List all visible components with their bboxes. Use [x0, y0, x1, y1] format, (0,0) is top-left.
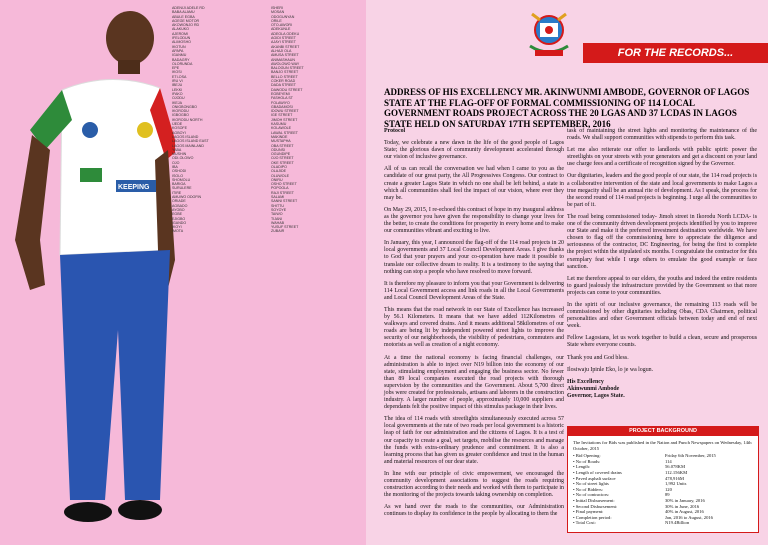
road-list-item: OSHO STREET: [271, 182, 297, 187]
road-list-item: ANIMASHAUN: [271, 57, 295, 62]
headline: ADDRESS OF HIS EXCELLENCY MR. AKINWUNMI AMBODE, GOVERNOR OF LAGOS STATE AT THE FLAG-OFF OF FORMAL COMMISSIONING OF 114 LOCAL GOVERNMENT ROADS PROJECT ACROSS THE 20 LGAS AND 37 LCDAS IN LAGOS STATE HELD ON SATURDAY 17TH SEPTEMBER, 2016: [384, 87, 750, 129]
paragraph: As we hand over the roads to the communities, our Administration continues to display its confidence in the people by allocating to them the: [384, 504, 564, 518]
road-list-item: KOSOFE: [172, 126, 187, 131]
project-row-label: • No of street lights: [573, 481, 609, 487]
project-row-value: 478,916M: [665, 475, 685, 481]
road-list-item: GBADAMOSI: [271, 104, 293, 109]
road-list-item: IDOWU STREET: [271, 109, 299, 114]
road-list-item: DAWODU STREET: [271, 87, 303, 92]
road-list-item: COKER ROAD: [271, 79, 296, 84]
road-list-item: IKORODU: [172, 109, 189, 114]
road-list-item: SHITTU: [271, 203, 284, 208]
road-list-item: AGIDI STREET: [271, 36, 296, 41]
road-list-item: ALAKUKO: [172, 27, 189, 32]
road-list-item: OLADIPO: [271, 164, 287, 169]
road-list-item: ORIADE: [172, 199, 186, 204]
road-list-item: LAWAL STREET: [271, 130, 298, 135]
signature-line: Akinwunmi Ambode: [567, 385, 620, 392]
road-list-item: FASHOLA ST: [271, 96, 293, 101]
project-background-title: PROJECT BACKGROUND: [568, 427, 758, 436]
road-list-item: SANNI STREET: [271, 199, 298, 204]
project-row-value: N19.4Billion: [665, 520, 690, 526]
road-list-item: OKE STREET: [271, 160, 294, 165]
road-list-item: ODUNSI: [271, 147, 285, 152]
road-list-item: WAHAB: [271, 220, 285, 225]
road-list-item: AJAYI STREET: [271, 40, 296, 45]
road-list-item: IGBOGBO: [172, 113, 189, 118]
road-list-item: DADA STREET: [271, 83, 296, 88]
road-list-item: IGE STREET: [271, 113, 293, 118]
road-list-item: LEKKI: [172, 87, 183, 92]
road-list-item: SHOMOLU: [172, 177, 191, 182]
road-list-item: ONIGBONGBO: [172, 104, 197, 109]
road-list-item: KOLAWOLE: [271, 126, 292, 131]
road-list-item: SURULERE: [172, 186, 192, 191]
road-list-item: SALAMI: [271, 195, 285, 200]
road-list-item: YABA: [172, 147, 182, 152]
road-list-item: IRU VI: [172, 79, 183, 84]
road-list-item: ADEOLA ODEKU: [271, 31, 300, 36]
road-list-item: OJO STREET: [271, 156, 294, 161]
road-list-item: LAGOS ISLAND: [172, 134, 199, 139]
road-list-item: AYOBO: [172, 207, 185, 212]
road-list-item: IKOYI: [172, 225, 182, 230]
project-row-value: 112.156KM: [665, 469, 688, 475]
road-list-item: IGANDO: [172, 220, 187, 225]
paragraph: Today, we celebrate a new dawn in the life of the good people of Lagos State; the glorious dawn of community development accelerated through our vision of inclusive governance.: [384, 140, 564, 161]
road-list-item: ONIRU: [271, 177, 283, 182]
road-list-item: AWOLOWO WAY: [271, 61, 300, 66]
road-list-item: ABULE EGBA: [172, 14, 195, 19]
paragraph: In the spirit of our inclusive governance, the remaining 113 roads will be commissioned by other dignitaries including Obas, CDA Chairmen, political personalities and other Government officials between today and end of next week.: [567, 301, 757, 330]
road-list-item: ISOLO: [172, 173, 183, 178]
lagos-crest-icon: [520, 6, 578, 64]
road-list-item: OJODU: [172, 96, 185, 101]
road-list-item: APAPA: [172, 48, 184, 53]
project-row-label: • Bid Opening:: [573, 453, 601, 459]
project-row-label: • Final payment:: [573, 509, 604, 515]
paragraph: In January, this year, I announced the flag-off of the 114 road projects in 20 local governments and 37 Local Council Development Areas. I give thanks to God that your prayers and your co-operation have made it possible to translate our collective dream to reality. It is a testimony to the saying that nothing can stop a people who have resolved to move forward.: [384, 240, 564, 275]
paragraph: At a time the national economy is facing financial challenges, our administration is able to inject over N19 billion into the economy of our state, stimulating employment and engaging the business sector. No fewer than 89 local companies executed the road projects with thorough supervision by the communities and the Government. About 5,700 direct jobs were created for professionals, artisans and laborers in the construction industry. A larger number of people, approximately 10,000 suppliers and dependants felt the positive impact of this stimulus package in their lives.: [384, 354, 564, 411]
road-list-item: TAIWO: [271, 212, 283, 217]
project-row-label: • Initial Disbursement:: [573, 497, 615, 503]
road-list-item: EGBEYEMI: [271, 91, 290, 96]
signature-line: His Excellency: [567, 378, 604, 385]
paragraph: Fellow Lagosians, let us work together to build a clean, secure and prosperous State where everyone counts.: [567, 335, 757, 349]
road-list-item: ADEKUNLE: [271, 27, 291, 32]
road-list-item: AJEROMI: [172, 31, 188, 36]
road-list-item: IFAKO: [172, 91, 183, 96]
project-row-value: 30% in January, 2016: [665, 497, 705, 503]
project-row-value: Jan, 2016 to August, 2016: [665, 514, 713, 520]
road-list-item: TIJANI: [271, 216, 282, 221]
project-row-label: • Completion period:: [573, 514, 612, 520]
project-row: [573, 520, 753, 526]
road-list-item: OGUNDIPE: [271, 152, 291, 157]
road-list-item: OLUWOLE: [271, 173, 289, 178]
road-list-item: FOLAWIYO: [271, 100, 290, 105]
road-list-item: OBA STREET: [271, 143, 294, 148]
project-row-value: 114: [665, 458, 672, 464]
road-list-item: ETI-OSA: [172, 74, 187, 79]
project-row-label: • Paved asphalt surface: [573, 475, 616, 481]
road-list-item: BELLO STREET: [271, 74, 298, 79]
road-list-item: MAKINDE: [271, 134, 288, 139]
project-row-label: • Length of covered drains: [573, 469, 622, 475]
road-list-item: MUSHIN: [172, 152, 187, 157]
project-row-value: 30% in June, 2016: [665, 503, 700, 509]
road-list-item: ISHERI: [271, 6, 283, 10]
road-list-item: BANJO STREET: [271, 70, 299, 75]
paragraph: The road being commissioned today- Jimoh street in Ikorodu North LCDA- is one of the community driven development projects identified by you to improve our State and make it the preferred investment destination worldwide. We have chosen to flag off the commissioning here to appreciate the diligence and seriousness of the contractor, DC Engineering, for being the first to complete the project within the stipulated six months. I congratulate the contractor for this exemplary feat while I urge others to emulate the good example or face sanction.: [567, 213, 757, 270]
road-list-item: IGANMU: [172, 53, 187, 58]
road-list-item: BADAGRY: [172, 57, 190, 62]
road-list-item: IKEJA: [172, 100, 182, 105]
road-list-item: ZUBAIR: [271, 229, 285, 234]
project-rows: [573, 453, 753, 526]
road-list-item: ORILE: [271, 18, 282, 23]
road-list-item: OSHODI: [172, 169, 187, 174]
road-list-item: MUSTAPHA: [271, 139, 291, 144]
project-row-value: 56.078KM: [665, 464, 686, 470]
project-row-label: • No of Bidders:: [573, 486, 604, 492]
road-list-item: OJO: [172, 160, 180, 165]
road-list-item: EPE: [172, 66, 180, 71]
road-list-item: ODOGUNYAN: [271, 14, 295, 19]
for-the-records-banner: FOR THE RECORDS...: [583, 43, 768, 63]
road-list-item: BABA ALAMU: [172, 10, 195, 15]
paragraph: It is therefore my pleasure to inform you that your Government is delivering 114 Local Government access and link roads in all the Local Governments and Local Council Development Areas of the State.: [384, 280, 564, 301]
road-list-item: AGBADO: [172, 203, 188, 208]
project-row-value: 40% in August, 2016: [665, 509, 704, 515]
project-row-value: Friday 6th November, 2015: [665, 453, 716, 459]
road-list-item: OLAJIDE: [271, 169, 286, 174]
road-list-item: AMUWO ODOFIN: [172, 195, 202, 200]
paragraph: This means that the road network in our State of Excellence has increased by 56.1 Kilometers. It means that we have added 112Kilometres of walkways and covered drains. And it means additional 58kilometres of our roads are being lit by independent powered street lights to improve the security of our neighborhoods, the visibility of pedestrians, commuters and motorists as well as creation of a night economy.: [384, 306, 564, 349]
governor-photo: [0, 0, 175, 545]
road-list-item: SOYOYE: [271, 207, 287, 212]
road-list-item: AKANBI STREET: [271, 44, 300, 49]
road-list-item: IJEDE: [172, 122, 183, 127]
shirt-text: KEEPING: [118, 184, 150, 191]
project-row-value: 120: [665, 486, 672, 492]
road-list-item: LAGOS ISLAND EAST: [172, 139, 209, 144]
paragraph: All of us can recall the conversation we had when I came to you as the candidate of our great party, the All Progressives Congress. Our contract to create a greater Lagos State in which no one shall be left behind, a state in which all communities shall feel the impact of our vision, where ever they may be.: [384, 166, 564, 201]
road-list-item: AKOWONJO RD: [172, 23, 200, 28]
road-list-item: JIMOH STREET: [271, 117, 298, 122]
paragraph: On May 29, 2015, I re-echoed this contract of hope in my inaugural address as the governor you have given the responsibility to change your lives for the better, to create the conditions for prosperity in every home and to make our communities vibrant and exciting to live.: [384, 206, 564, 235]
road-list-item: ODI-OLOWO: [172, 156, 194, 161]
road-list-item: LAGOS MAINLAND: [172, 143, 204, 148]
road-list-item: OLORUNDA: [172, 61, 193, 66]
project-row-label: • Second Disbursement:: [573, 503, 618, 509]
road-list-item: BALOGUN STREET: [271, 66, 304, 71]
road-list-item: IBA: [172, 164, 178, 169]
project-row-label: • Total Cost:: [573, 520, 596, 526]
address-column-2: [567, 128, 757, 400]
project-row-label: • No of contractors:: [573, 492, 610, 498]
project-row-value: 1,992 Units: [665, 481, 687, 487]
road-list-item: EJIGBO: [172, 216, 186, 221]
road-list-item: ALIMOSHO: [172, 40, 191, 45]
paragraph: Thank you and God bless.: [567, 354, 629, 361]
project-row-value: 89: [665, 492, 670, 498]
project-background-box: [567, 426, 759, 533]
paragraph: task of maintaining the street lights and monitoring the maintenance of the roads. We shall support communities with stipends to perform this task.: [567, 128, 757, 142]
road-list-item: ITIRE: [172, 190, 182, 195]
road-list-item: IKOSI: [172, 70, 182, 75]
road-list-item: ALHAJI OLA: [271, 48, 292, 53]
project-row-label: • No of Roads:: [573, 458, 601, 464]
paragraph: In line with our principle of civic empowerment, we encouraged the community development associations to suggest the roads requiring construction according to their needs and worked with them to participate in the monitoring of the projects towards taking ownership on completion.: [384, 470, 564, 499]
road-list-item: ADENIJI ADELE RD: [172, 6, 205, 10]
project-row-label: • Length:: [573, 464, 591, 470]
paragraph: Let me also reiterate our offer to landlords with public spirit: power the streetlights on your streets with your generators and get a discount on your land use charge fees and a certificate of recognition signed by the Governor.: [567, 147, 757, 168]
signature-line: Governor, Lagos State.: [567, 392, 625, 399]
road-list-item: RAJI STREET: [271, 190, 294, 195]
project-background-body: [568, 436, 758, 530]
road-list-item: POPOOLA: [271, 186, 289, 191]
road-list-item: YUSUF STREET: [271, 225, 299, 230]
road-list-item: KASUMU: [271, 122, 287, 127]
address-column-1: [384, 128, 564, 524]
paragraph: The idea of 114 roads with streetlights simultaneously executed across 57 local governments at the rate of two roads per local government is a historic leap of faith for our administration and the citizens of Lagos. It is a test of our capacity to create a goal, set targets, mobilise the resources and manage the funds with extra-ordinary prudence and commitment. It is also a learning process that has given us greater confidence and trust in the human and material resources of our dear state.: [384, 416, 564, 465]
road-list-item: EGBE: [172, 212, 182, 217]
road-list-item: IBEJU: [172, 83, 183, 88]
paragraph: Our dignitaries, leaders and the good people of our state, the 114 road projects is a collaborative intervention of the state and local governments to make Lagos a true megacity shall be an annual rite of development. As I speak, the process for the second round of 114 road projects is beginning. I urge all the communities to be part of it.: [567, 173, 757, 208]
road-list-item: AGBOYI: [172, 130, 186, 135]
project-intro: The Invitations for Bids was published in the Nation and Punch Newspapers on Wednesday, 14th October, 2015: [573, 440, 752, 451]
road-list-item: BARIGA: [172, 182, 186, 187]
road-list-item: MOSAN: [271, 10, 285, 15]
road-list-item: IFELODUN: [172, 36, 191, 41]
paragraph: Let me therefore appeal to our elders, the youths and indeed the entire residents to guard jealously the infrastructure provided by the Government so that more projects can come to your communities.: [567, 275, 757, 296]
road-list-item: AGEGE MOTOR: [172, 18, 200, 23]
road-list-item: IMOTA: [172, 229, 184, 234]
road-list: [172, 6, 364, 542]
road-list-item: IKOTUN: [172, 44, 186, 49]
road-list-item: AMUSA STREET: [271, 53, 299, 58]
paragraph: Ilosiwaju Ipinle Eko, lo je wa logun.: [567, 366, 654, 373]
road-list-item: OTO-AWORI: [271, 23, 292, 28]
road-list-item: IKORODU NORTH: [172, 117, 203, 122]
paragraph: Protocol: [384, 128, 406, 134]
